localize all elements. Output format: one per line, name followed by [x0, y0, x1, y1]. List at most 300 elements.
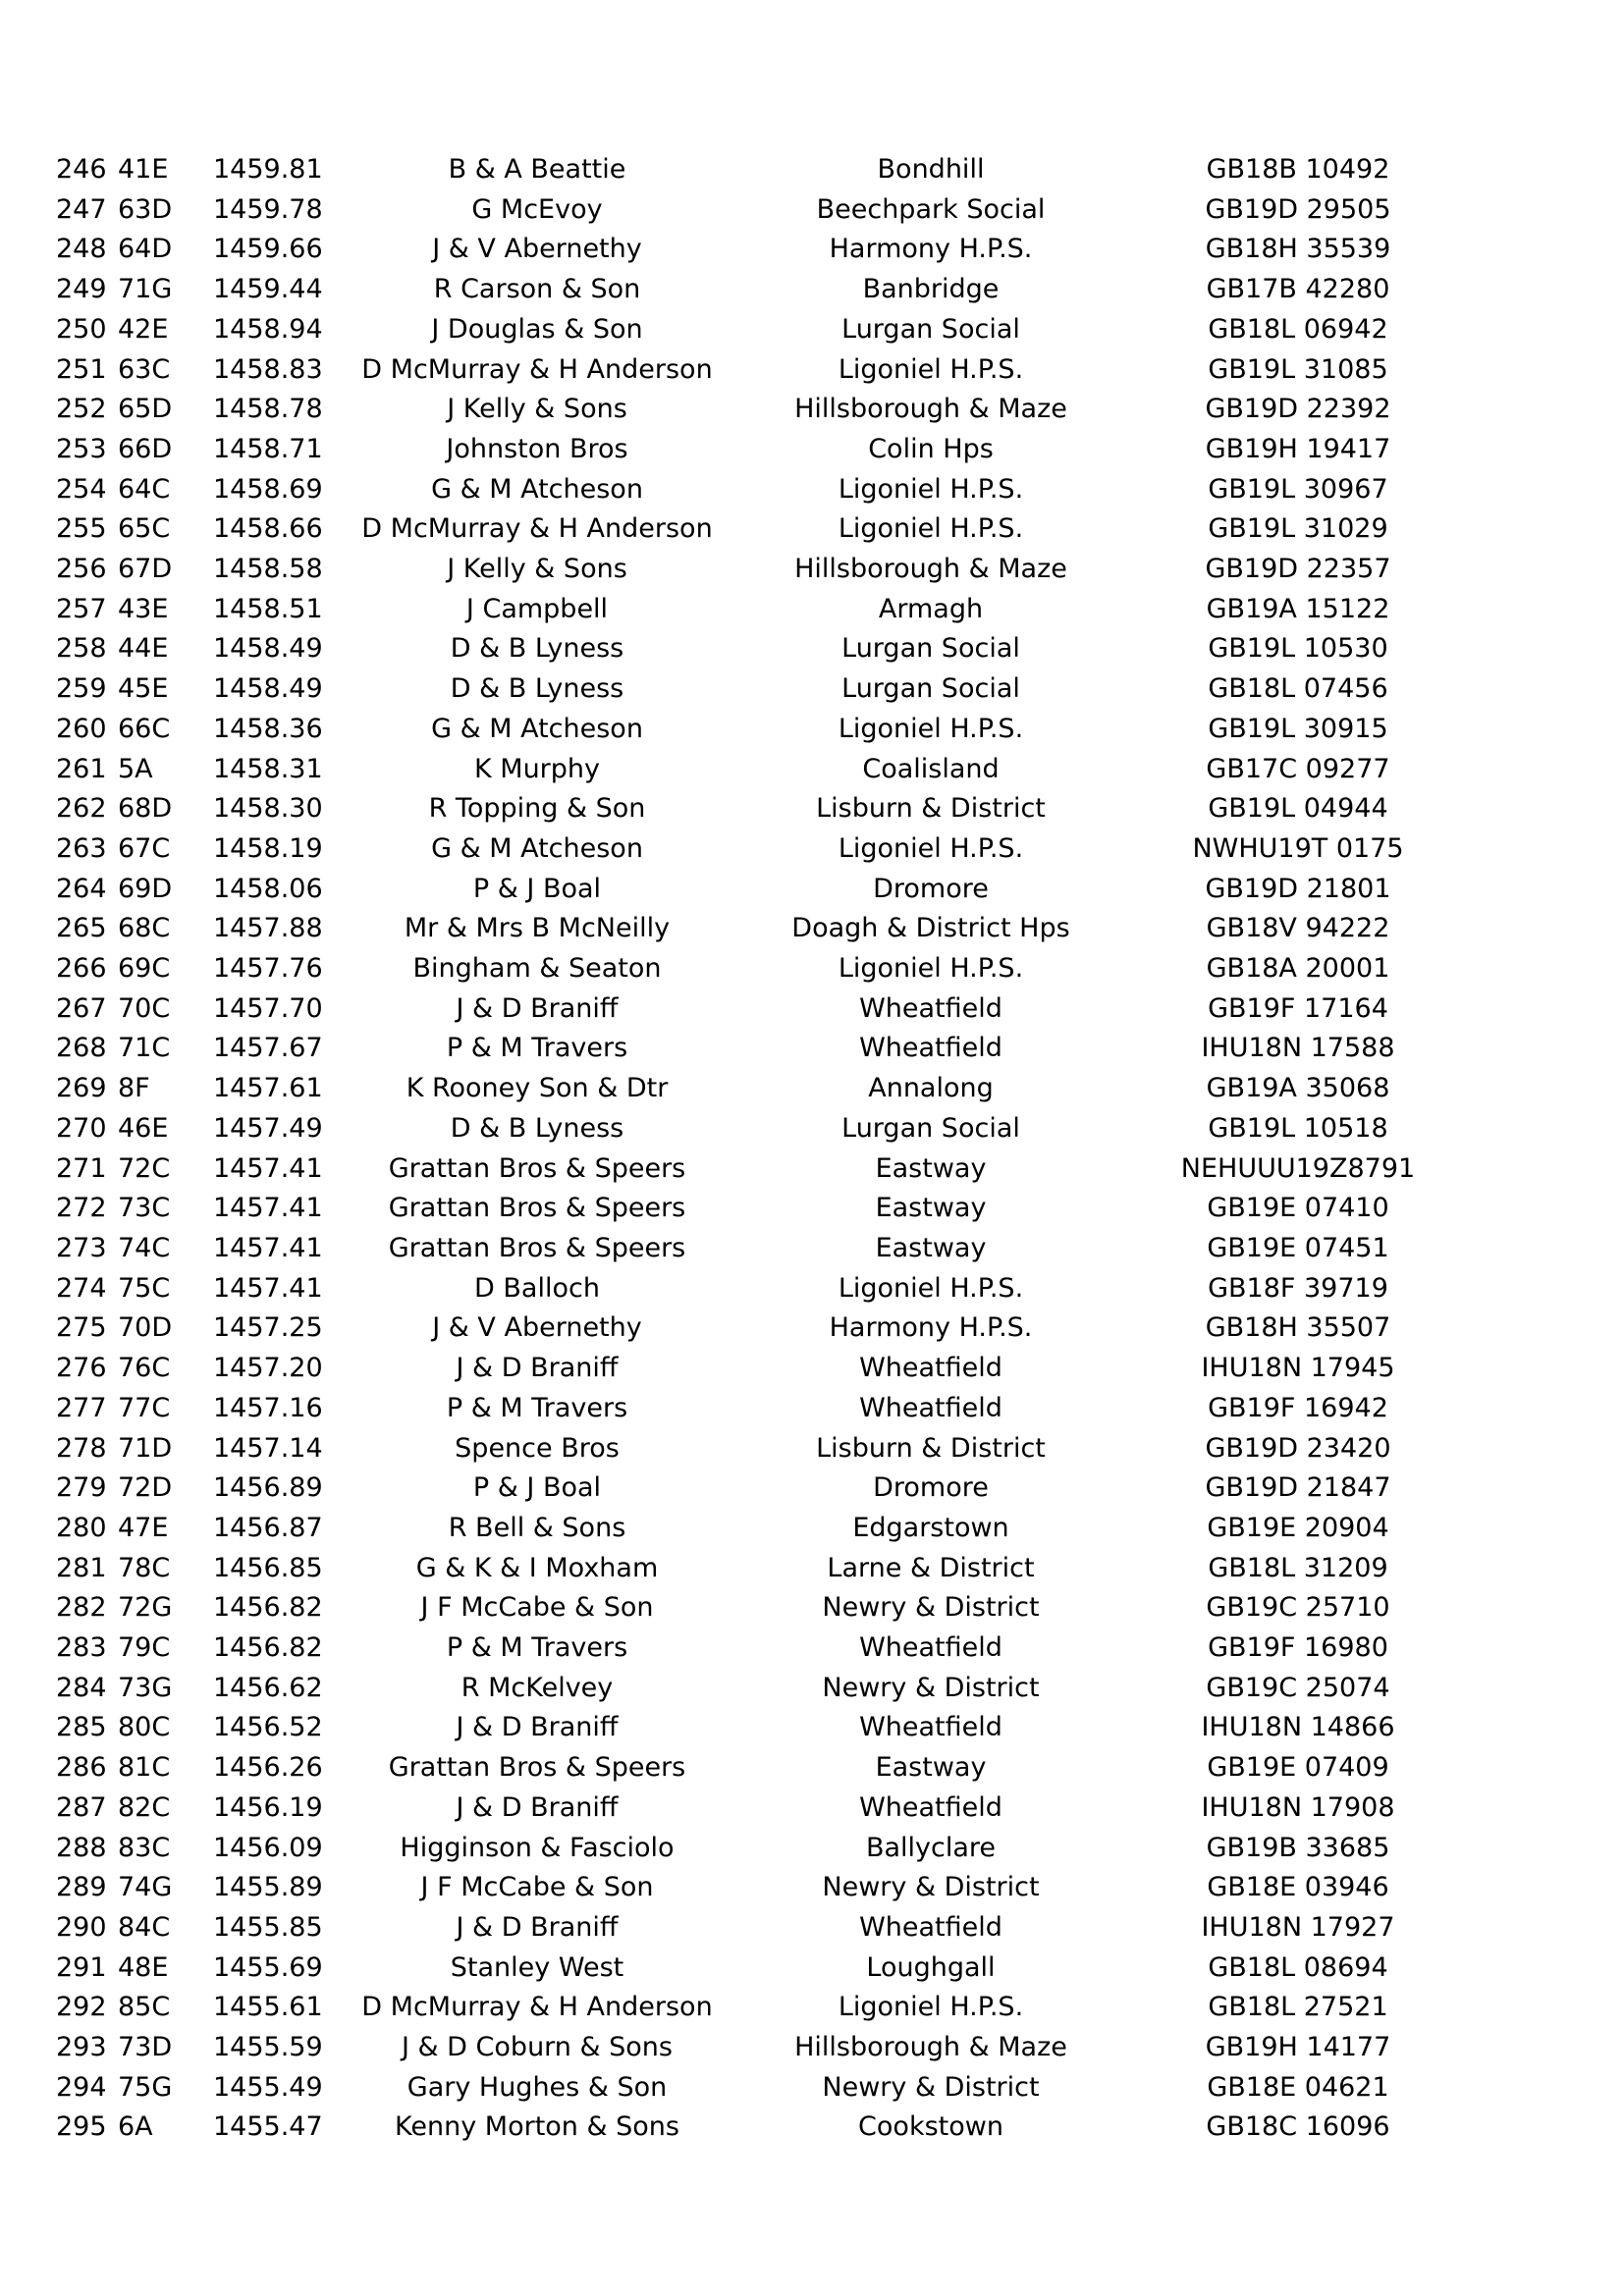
entry-code-cell: 64D: [118, 234, 173, 265]
fancier-name-cell: Johnston Bros: [446, 433, 628, 464]
ring-number-cell: GB19A 15122: [1206, 593, 1390, 624]
table-row: [56, 1829, 1460, 1869]
position-cell: 285: [56, 1712, 107, 1743]
position-cell: 251: [56, 353, 107, 385]
entry-code-cell: 46E: [118, 1112, 169, 1144]
club-cell: Colin Hps: [868, 433, 994, 464]
velocity-cell: 1455.69: [213, 1951, 323, 1983]
club-cell: Ligoniel H.P.S.: [838, 1272, 1024, 1304]
club-cell: Wheatfield: [859, 1791, 1002, 1823]
velocity-cell: 1457.41: [213, 1232, 323, 1263]
position-cell: 281: [56, 1552, 107, 1583]
table-row: [56, 989, 1460, 1030]
velocity-cell: 1457.16: [213, 1392, 323, 1423]
position-cell: 267: [56, 992, 107, 1024]
table-row: [56, 1429, 1460, 1469]
table-row: [56, 2028, 1460, 2068]
club-cell: Harmony H.P.S.: [829, 234, 1033, 265]
position-cell: 248: [56, 234, 107, 265]
velocity-cell: 1459.44: [213, 274, 323, 305]
ring-number-cell: GB19H 19417: [1205, 433, 1391, 464]
ring-number-cell: GB17C 09277: [1206, 753, 1390, 784]
club-cell: Harmony H.P.S.: [829, 1312, 1033, 1344]
ring-number-cell: GB19E 07410: [1207, 1193, 1389, 1224]
velocity-cell: 1456.26: [213, 1752, 323, 1784]
table-row: [56, 1908, 1460, 1949]
club-cell: Bondhill: [877, 154, 985, 185]
velocity-cell: 1456.82: [213, 1592, 323, 1624]
ring-number-cell: GB18F 39719: [1208, 1272, 1388, 1304]
table-row: [56, 390, 1460, 430]
entry-code-cell: 81C: [118, 1752, 171, 1784]
entry-code-cell: 5A: [118, 753, 153, 784]
table-row: [56, 829, 1460, 870]
club-cell: Armagh: [878, 593, 984, 624]
table-row: [56, 470, 1460, 510]
velocity-cell: 1458.51: [213, 593, 323, 624]
entry-code-cell: 63C: [118, 353, 171, 385]
ring-number-cell: GB19E 20904: [1207, 1512, 1389, 1543]
velocity-cell: 1455.47: [213, 2111, 323, 2143]
position-cell: 290: [56, 1911, 107, 1943]
club-cell: Lurgan Social: [841, 1112, 1020, 1144]
club-cell: Lisburn & District: [816, 1432, 1046, 1464]
fancier-name-cell: D & B Lyness: [450, 673, 624, 705]
table-row: [56, 629, 1460, 669]
table-row: [56, 509, 1460, 550]
club-cell: Ligoniel H.P.S.: [838, 353, 1024, 385]
velocity-cell: 1455.59: [213, 2032, 323, 2063]
velocity-cell: 1456.52: [213, 1712, 323, 1743]
ring-number-cell: GB19D 22392: [1205, 394, 1391, 425]
entry-code-cell: 66D: [118, 433, 173, 464]
position-cell: 249: [56, 274, 107, 305]
position-cell: 276: [56, 1353, 107, 1384]
ring-number-cell: GB19L 31085: [1208, 353, 1388, 385]
ring-number-cell: GB19L 31029: [1208, 513, 1388, 545]
ring-number-cell: GB19L 10518: [1208, 1112, 1388, 1144]
entry-code-cell: 65D: [118, 394, 173, 425]
position-cell: 286: [56, 1752, 107, 1784]
velocity-cell: 1457.49: [213, 1112, 323, 1144]
velocity-cell: 1458.49: [213, 673, 323, 705]
entry-code-cell: 80C: [118, 1712, 171, 1743]
entry-code-cell: 83C: [118, 1832, 171, 1863]
ring-number-cell: GB19E 07409: [1207, 1752, 1389, 1784]
position-cell: 270: [56, 1112, 107, 1144]
club-cell: Larne & District: [827, 1552, 1035, 1583]
ring-number-cell: GB19L 30967: [1208, 473, 1388, 505]
club-cell: Eastway: [875, 1152, 987, 1184]
table-row: [56, 669, 1460, 710]
velocity-cell: 1458.71: [213, 433, 323, 464]
entry-code-cell: 48E: [118, 1951, 169, 1983]
entry-code-cell: 70D: [118, 1312, 173, 1344]
club-cell: Loughgall: [866, 1951, 996, 1983]
club-cell: Newry & District: [822, 1672, 1040, 1703]
entry-code-cell: 82C: [118, 1791, 171, 1823]
club-cell: Cookstown: [858, 2111, 1003, 2143]
table-row: [56, 430, 1460, 470]
club-cell: Wheatfield: [859, 1712, 1002, 1743]
entry-code-cell: 41E: [118, 154, 169, 185]
fancier-name-cell: K Murphy: [473, 753, 601, 784]
table-row: [56, 1308, 1460, 1349]
table-row: [56, 909, 1460, 949]
club-cell: Lurgan Social: [841, 313, 1020, 345]
fancier-name-cell: J & V Abernethy: [432, 1312, 642, 1344]
position-cell: 289: [56, 1872, 107, 1903]
entry-code-cell: 72C: [118, 1152, 171, 1184]
position-cell: 280: [56, 1512, 107, 1543]
velocity-cell: 1458.36: [213, 713, 323, 744]
entry-code-cell: 74C: [118, 1232, 171, 1263]
position-cell: 291: [56, 1951, 107, 1983]
position-cell: 259: [56, 673, 107, 705]
fancier-name-cell: P & M Travers: [446, 1632, 628, 1664]
velocity-cell: 1458.19: [213, 832, 323, 864]
club-cell: Banbridge: [862, 274, 1000, 305]
fancier-name-cell: Grattan Bros & Speers: [388, 1152, 686, 1184]
club-cell: Lurgan Social: [841, 633, 1020, 665]
table-row: [56, 870, 1460, 910]
fancier-name-cell: D McMurray & H Anderson: [361, 1992, 713, 2023]
table-row: [56, 1868, 1460, 1908]
fancier-name-cell: J Kelly & Sons: [447, 394, 627, 425]
position-cell: 283: [56, 1632, 107, 1664]
table-row: [56, 1988, 1460, 2028]
ring-number-cell: GB19F 16942: [1208, 1392, 1388, 1423]
table-row: [56, 1509, 1460, 1549]
position-cell: 282: [56, 1592, 107, 1624]
fancier-name-cell: R McKelvey: [460, 1672, 614, 1703]
ring-number-cell: IHU18N 14866: [1201, 1712, 1395, 1743]
ring-number-cell: GB19E 07451: [1207, 1232, 1389, 1263]
club-cell: Ligoniel H.P.S.: [838, 473, 1024, 505]
position-cell: 257: [56, 593, 107, 624]
ring-number-cell: GB18E 04621: [1207, 2071, 1389, 2103]
ring-number-cell: GB18V 94222: [1206, 913, 1390, 944]
club-cell: Eastway: [875, 1752, 987, 1784]
velocity-cell: 1458.31: [213, 753, 323, 784]
velocity-cell: 1457.67: [213, 1033, 323, 1064]
velocity-cell: 1458.58: [213, 554, 323, 585]
ring-number-cell: GB19L 04944: [1208, 793, 1388, 825]
entry-code-cell: 67D: [118, 554, 173, 585]
table-row: [56, 270, 1460, 310]
club-cell: Doagh & District Hps: [791, 913, 1070, 944]
ring-number-cell: GB18L 08694: [1208, 1951, 1388, 1983]
ring-number-cell: GB19L 30915: [1208, 713, 1388, 744]
velocity-cell: 1456.87: [213, 1512, 323, 1543]
position-cell: 246: [56, 154, 107, 185]
entry-code-cell: 75G: [118, 2071, 173, 2103]
fancier-name-cell: J Campbell: [465, 593, 609, 624]
fancier-name-cell: Grattan Bros & Speers: [388, 1193, 686, 1224]
fancier-name-cell: J & V Abernethy: [432, 234, 642, 265]
position-cell: 273: [56, 1232, 107, 1263]
club-cell: Wheatfield: [859, 1911, 1002, 1943]
entry-code-cell: 65C: [118, 513, 171, 545]
entry-code-cell: 68C: [118, 913, 171, 944]
position-cell: 275: [56, 1312, 107, 1344]
ring-number-cell: IHU18N 17927: [1201, 1911, 1395, 1943]
fancier-name-cell: J & D Coburn & Sons: [402, 2032, 673, 2063]
entry-code-cell: 42E: [118, 313, 169, 345]
velocity-cell: 1459.78: [213, 193, 323, 225]
club-cell: Wheatfield: [859, 1033, 1002, 1064]
club-cell: Eastway: [875, 1193, 987, 1224]
entry-code-cell: 73G: [118, 1672, 173, 1703]
club-cell: Coalisland: [862, 753, 1000, 784]
position-cell: 256: [56, 554, 107, 585]
club-cell: Wheatfield: [859, 1353, 1002, 1384]
entry-code-cell: 67C: [118, 832, 171, 864]
club-cell: Lisburn & District: [816, 793, 1046, 825]
club-cell: Ligoniel H.P.S.: [838, 953, 1024, 985]
fancier-name-cell: Gary Hughes & Son: [406, 2071, 668, 2103]
entry-code-cell: 71D: [118, 1432, 173, 1464]
ring-number-cell: GB19C 25710: [1206, 1592, 1390, 1624]
entry-code-cell: 47E: [118, 1512, 169, 1543]
velocity-cell: 1458.30: [213, 793, 323, 825]
velocity-cell: 1456.89: [213, 1472, 323, 1504]
velocity-cell: 1458.49: [213, 633, 323, 665]
velocity-cell: 1458.83: [213, 353, 323, 385]
club-cell: Newry & District: [822, 1592, 1040, 1624]
velocity-cell: 1456.19: [213, 1791, 323, 1823]
fancier-name-cell: D & B Lyness: [450, 1112, 624, 1144]
club-cell: Ligoniel H.P.S.: [838, 513, 1024, 545]
table-row: [56, 1069, 1460, 1109]
position-cell: 264: [56, 873, 107, 904]
club-cell: Beechpark Social: [816, 193, 1046, 225]
entry-code-cell: 85C: [118, 1992, 171, 2023]
entry-code-cell: 66C: [118, 713, 171, 744]
velocity-cell: 1457.61: [213, 1073, 323, 1104]
position-cell: 287: [56, 1791, 107, 1823]
entry-code-cell: 63D: [118, 193, 173, 225]
position-cell: 265: [56, 913, 107, 944]
table-row: [56, 1629, 1460, 1669]
table-row: [56, 590, 1460, 630]
club-cell: Hillsborough & Maze: [794, 2032, 1067, 2063]
ring-number-cell: GB19L 10530: [1208, 633, 1388, 665]
entry-code-cell: 72G: [118, 1592, 173, 1624]
entry-code-cell: 6A: [118, 2111, 153, 2143]
entry-code-cell: 84C: [118, 1911, 171, 1943]
position-cell: 292: [56, 1992, 107, 2023]
fancier-name-cell: D McMurray & H Anderson: [361, 513, 713, 545]
ring-number-cell: GB19C 25074: [1206, 1672, 1390, 1703]
club-cell: Lurgan Social: [841, 673, 1020, 705]
entry-code-cell: 76C: [118, 1353, 171, 1384]
position-cell: 293: [56, 2032, 107, 2063]
ring-number-cell: GB18L 06942: [1208, 313, 1388, 345]
velocity-cell: 1458.06: [213, 873, 323, 904]
fancier-name-cell: J Kelly & Sons: [447, 554, 627, 585]
fancier-name-cell: J F McCabe & Son: [420, 1872, 654, 1903]
table-row: [56, 1149, 1460, 1190]
entry-code-cell: 43E: [118, 593, 169, 624]
entry-code-cell: 71C: [118, 1033, 171, 1064]
table-row: [56, 1588, 1460, 1629]
club-cell: Wheatfield: [859, 992, 1002, 1024]
velocity-cell: 1456.85: [213, 1552, 323, 1583]
velocity-cell: 1457.20: [213, 1353, 323, 1384]
ring-number-cell: GB18H 35507: [1205, 1312, 1391, 1344]
entry-code-cell: 77C: [118, 1392, 171, 1423]
table-row: [56, 550, 1460, 590]
position-cell: 294: [56, 2071, 107, 2103]
position-cell: 255: [56, 513, 107, 545]
ring-number-cell: GB18H 35539: [1205, 234, 1391, 265]
table-row: [56, 1389, 1460, 1429]
club-cell: Newry & District: [822, 2071, 1040, 2103]
ring-number-cell: GB19B 33685: [1206, 1832, 1390, 1863]
ring-number-cell: GB19A 35068: [1206, 1073, 1390, 1104]
ring-number-cell: GB18L 07456: [1208, 673, 1388, 705]
fancier-name-cell: D & B Lyness: [450, 633, 624, 665]
fancier-name-cell: J & D Braniff: [456, 992, 619, 1024]
velocity-cell: 1456.09: [213, 1832, 323, 1863]
velocity-cell: 1459.81: [213, 154, 323, 185]
entry-code-cell: 73C: [118, 1193, 171, 1224]
velocity-cell: 1456.82: [213, 1632, 323, 1664]
velocity-cell: 1457.41: [213, 1152, 323, 1184]
ring-number-cell: GB18L 27521: [1208, 1992, 1388, 2023]
position-cell: 277: [56, 1392, 107, 1423]
fancier-name-cell: G & M Atcheson: [431, 473, 643, 505]
table-row: [56, 1029, 1460, 1069]
ring-number-cell: GB17B 42280: [1206, 274, 1390, 305]
table-row: [56, 1349, 1460, 1389]
table-row: [56, 1789, 1460, 1829]
club-cell: Ligoniel H.P.S.: [838, 832, 1024, 864]
velocity-cell: 1457.25: [213, 1312, 323, 1344]
position-cell: 252: [56, 394, 107, 425]
table-row: [56, 1109, 1460, 1149]
fancier-name-cell: Grattan Bros & Speers: [388, 1752, 686, 1784]
position-cell: 271: [56, 1152, 107, 1184]
ring-number-cell: IHU18N 17588: [1201, 1033, 1395, 1064]
table-row: [56, 1189, 1460, 1229]
fancier-name-cell: P & M Travers: [446, 1033, 628, 1064]
ring-number-cell: GB18C 16096: [1206, 2111, 1390, 2143]
club-cell: Ballyclare: [865, 1832, 997, 1863]
fancier-name-cell: G & M Atcheson: [431, 713, 643, 744]
fancier-name-cell: J & D Braniff: [456, 1712, 619, 1743]
club-cell: Ligoniel H.P.S.: [838, 713, 1024, 744]
entry-code-cell: 79C: [118, 1632, 171, 1664]
fancier-name-cell: Grattan Bros & Speers: [388, 1232, 686, 1263]
entry-code-cell: 73D: [118, 2032, 173, 2063]
ring-number-cell: GB19D 22357: [1205, 554, 1391, 585]
velocity-cell: 1458.78: [213, 394, 323, 425]
fancier-name-cell: J & D Braniff: [456, 1911, 619, 1943]
ring-number-cell: GB18B 10492: [1206, 154, 1390, 185]
entry-code-cell: 78C: [118, 1552, 171, 1583]
position-cell: 268: [56, 1033, 107, 1064]
fancier-name-cell: D Balloch: [474, 1272, 600, 1304]
entry-code-cell: 69D: [118, 873, 173, 904]
ring-number-cell: GB19F 17164: [1208, 992, 1388, 1024]
position-cell: 269: [56, 1073, 107, 1104]
fancier-name-cell: P & J Boal: [472, 1472, 602, 1504]
position-cell: 295: [56, 2111, 107, 2143]
fancier-name-cell: R Carson & Son: [433, 274, 641, 305]
club-cell: Hillsborough & Maze: [794, 394, 1067, 425]
table-row: [56, 949, 1460, 989]
club-cell: Eastway: [875, 1232, 987, 1263]
fancier-name-cell: D McMurray & H Anderson: [361, 353, 713, 385]
table-row: [56, 350, 1460, 391]
fancier-name-cell: J & D Braniff: [456, 1791, 619, 1823]
table-row: [56, 1229, 1460, 1269]
velocity-cell: 1455.49: [213, 2071, 323, 2103]
position-cell: 284: [56, 1672, 107, 1703]
velocity-cell: 1457.41: [213, 1193, 323, 1224]
fancier-name-cell: G McEvoy: [471, 193, 603, 225]
table-row: [56, 1669, 1460, 1709]
fancier-name-cell: K Rooney Son & Dtr: [406, 1073, 669, 1104]
table-row: [56, 1269, 1460, 1309]
velocity-cell: 1457.70: [213, 992, 323, 1024]
table-row: [56, 310, 1460, 350]
velocity-cell: 1458.69: [213, 473, 323, 505]
velocity-cell: 1457.14: [213, 1432, 323, 1464]
position-cell: 272: [56, 1193, 107, 1224]
velocity-cell: 1457.88: [213, 913, 323, 944]
club-cell: Wheatfield: [859, 1632, 1002, 1664]
ring-number-cell: GB19D 23420: [1205, 1432, 1391, 1464]
position-cell: 254: [56, 473, 107, 505]
fancier-name-cell: Kenny Morton & Sons: [395, 2111, 679, 2143]
fancier-name-cell: J & D Braniff: [456, 1353, 619, 1384]
fancier-name-cell: Higginson & Fasciolo: [400, 1832, 675, 1863]
position-cell: 262: [56, 793, 107, 825]
fancier-name-cell: Stanley West: [450, 1951, 624, 1983]
velocity-cell: 1456.62: [213, 1672, 323, 1703]
club-cell: Hillsborough & Maze: [794, 554, 1067, 585]
position-cell: 260: [56, 713, 107, 744]
results-sheet: [0, 150, 1624, 2148]
club-cell: Wheatfield: [859, 1392, 1002, 1423]
fancier-name-cell: G & M Atcheson: [431, 832, 643, 864]
club-cell: Ligoniel H.P.S.: [838, 1992, 1024, 2023]
table-row: [56, 2108, 1460, 2148]
entry-code-cell: 45E: [118, 673, 169, 705]
entry-code-cell: 71G: [118, 274, 173, 305]
position-cell: 263: [56, 832, 107, 864]
position-cell: 258: [56, 633, 107, 665]
entry-code-cell: 70C: [118, 992, 171, 1024]
entry-code-cell: 75C: [118, 1272, 171, 1304]
fancier-name-cell: J F McCabe & Son: [420, 1592, 654, 1624]
position-cell: 266: [56, 953, 107, 985]
table-row: [56, 1748, 1460, 1789]
fancier-name-cell: Mr & Mrs B McNeilly: [404, 913, 671, 944]
table-row: [56, 789, 1460, 829]
velocity-cell: 1459.66: [213, 234, 323, 265]
ring-number-cell: GB19D 21847: [1205, 1472, 1391, 1504]
entry-code-cell: 69C: [118, 953, 171, 985]
fancier-name-cell: R Topping & Son: [428, 793, 646, 825]
ring-number-cell: GB19F 16980: [1208, 1632, 1388, 1664]
table-row: [56, 710, 1460, 750]
ring-number-cell: GB19D 29505: [1205, 193, 1391, 225]
velocity-cell: 1457.76: [213, 953, 323, 985]
